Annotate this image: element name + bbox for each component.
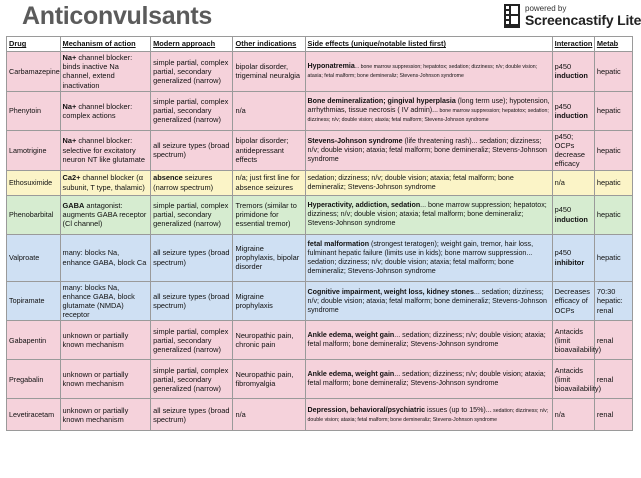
interaction-text: p450; OCPs decrease efficacy: [554, 131, 586, 169]
mechanism-text: channel blocker: complex actions: [62, 101, 133, 120]
cell-interaction: [552, 399, 594, 431]
modern-approach-text: all seizure types (broad spectrum): [153, 405, 230, 424]
cell-mechanism: [60, 170, 151, 195]
cell-drug: [7, 399, 61, 431]
cell-side-effects: [305, 91, 552, 130]
cell-metab: [594, 281, 632, 321]
cell-interaction: [552, 360, 602, 399]
table-row: [7, 52, 633, 92]
cell-mechanism: [60, 234, 151, 281]
interaction-key: induction: [554, 110, 588, 120]
drug-name: Gabapentin: [9, 335, 47, 345]
cell-side-effects: [305, 195, 552, 234]
mechanism-text: unknown or partially known mechanism: [62, 370, 129, 389]
modern-approach-text: simple partial, complex partial, secondary generalized (narrow): [153, 200, 229, 229]
cell-mechanism: [60, 360, 151, 399]
header-drug: Drug: [7, 37, 61, 52]
cell-modern-approach: [151, 52, 233, 92]
cell-drug: [7, 234, 61, 281]
metab-text: hepatic: [596, 253, 621, 263]
cell-drug: [7, 130, 61, 170]
mechanism-text: channel blocker (α subunit, T type, thalamic): [62, 173, 145, 192]
cell-modern-approach: [151, 91, 233, 130]
cell-other-indications: [233, 130, 305, 170]
table-row: [7, 91, 633, 130]
other-indications-text: Migraine prophylaxis, bipolar disorder: [235, 243, 300, 272]
modern-approach-text: simple partial, complex partial, secondary generalized (narrow): [153, 97, 229, 125]
other-indications-text: bipolar disorder; antidepressant effects: [235, 136, 289, 164]
cell-metab: [594, 321, 632, 360]
cell-other-indications: [233, 399, 305, 431]
modern-approach-text: simple partial, complex partial, secondary generalized (narrow): [153, 326, 229, 355]
side-effects-text: ... bone marrow suppression; hepatotox; dizziness; n/v; double vision; ataxia; fetal malform; bone demineraliz; Stevens-Johnson syndrome: [307, 201, 547, 228]
cell-side-effects: [305, 281, 552, 321]
cell-modern-approach: [151, 195, 233, 234]
side-effects-key: Hyperactivity, addiction, sedation: [307, 201, 421, 210]
cell-other-indications: [233, 91, 305, 130]
cell-mechanism: [60, 399, 151, 431]
cell-other-indications: [233, 195, 305, 234]
cell-modern-approach: [151, 234, 233, 281]
cell-modern-approach: [151, 170, 233, 195]
modern-approach-text: simple partial, complex partial, secondary generalized (narrow): [153, 57, 229, 85]
table-header-row: [7, 37, 633, 52]
mechanism-text: antagonist: augments GABA receptor (Cl channel): [62, 200, 147, 229]
cell-metab: [594, 170, 632, 195]
header-metab: Metab: [594, 37, 632, 52]
table-row: [7, 321, 633, 360]
mechanism-text: channel blocker: binds inactive Na channel, extend inactivation: [62, 53, 133, 90]
side-effects-text: (life threatening rash)... sedation; dizziness; n/v; double vision; ataxia; fetal malform; bone demineraliz; Stevens-Johnson syndrome: [307, 136, 547, 163]
side-effects-text: (strongest teratogen); weight gain, tremor, hair loss, fulminant hepatic failure (limits use in kids); bone marrow suppression... sedation; dizziness; n/v; double vision; ataxia; fetal malform; bone demineraliz; Stevens-Johnson syndrome: [307, 239, 534, 275]
interaction-text: Antacids (limit bioavailability): [554, 365, 602, 394]
side-effects-text: ... sedation; dizziness; n/v; double vision; ataxia; fetal malform; bone demineraliz; Stevens-Johnson syndrome: [307, 331, 546, 349]
other-indications-text: Tremors (similar to primidone for essential tremor): [235, 200, 297, 229]
cell-other-indications: [233, 234, 305, 281]
header-modern-approach: Modern approach: [151, 37, 233, 52]
mechanism-text: many: blocks Na, enhance GABA, block Ca: [62, 248, 147, 267]
cell-metab: [594, 91, 632, 130]
drug-name: Phenytoin: [9, 106, 41, 116]
cell-interaction: [552, 281, 594, 321]
metab-text: hepatic: [596, 66, 621, 76]
cell-interaction: [552, 321, 602, 360]
drug-name: Ethosuximide: [9, 178, 53, 188]
cell-other-indications: [233, 52, 305, 92]
interaction-text: p450: [554, 248, 572, 258]
cell-modern-approach: [151, 281, 233, 321]
metab-text: renal: [596, 374, 614, 384]
mechanism-text: unknown or partially known mechanism: [62, 331, 129, 350]
header-interaction: Interaction: [552, 37, 594, 52]
cell-side-effects: [305, 399, 552, 431]
header-mechanism: Mechanism of action: [60, 37, 151, 52]
other-indications-text: Migraine prophylaxis: [235, 291, 273, 311]
cell-interaction: [552, 130, 594, 170]
metab-text: hepatic: [596, 106, 621, 116]
cell-side-effects: [305, 360, 552, 399]
mechanism-text: unknown or partially known mechanism: [62, 405, 129, 424]
cell-metab: [594, 130, 632, 170]
side-effects-key: fetal malformation: [307, 239, 370, 248]
anticonvulsants-table: [6, 36, 633, 431]
cell-modern-approach: [151, 399, 233, 431]
interaction-key: induction: [554, 71, 588, 81]
metab-text: hepatic: [596, 145, 621, 155]
side-effects-key: Cognitive impairment, weight loss, kidney stones: [307, 287, 474, 296]
table-row: [7, 130, 633, 170]
metab-text: hepatic: [596, 178, 621, 188]
drug-name: Phenobarbital: [9, 210, 54, 220]
modern-approach-text: seizures (narrow spectrum): [153, 173, 214, 192]
film-strip-icon: [504, 4, 520, 28]
cell-other-indications: [233, 281, 305, 321]
side-effects-key: Ankle edema, weight gain: [307, 331, 395, 340]
mechanism-key: Na+: [62, 136, 77, 146]
cell-drug: [7, 195, 61, 234]
cell-metab: [594, 399, 632, 431]
side-effects-key: Stevens-Johnson syndrome: [307, 136, 403, 145]
watermark-brand: Screencastify Lite: [525, 12, 641, 28]
cell-mechanism: [60, 321, 151, 360]
table-body: [7, 52, 633, 431]
cell-interaction: [552, 170, 594, 195]
table-row: [7, 195, 633, 234]
watermark-powered-by: powered by: [525, 4, 567, 13]
table-row: [7, 281, 633, 321]
modern-approach-text: all seizure types (broad spectrum): [153, 248, 230, 267]
cell-metab: [594, 360, 632, 399]
side-effects-text: (long term use); hypotension, arrhythmias, tissue necrosis ( IV admin)...: [307, 97, 550, 115]
other-indications-text: bipolar disorder, trigeminal neuralgia: [235, 62, 300, 81]
cell-interaction: [552, 91, 594, 130]
screencastify-watermark: [504, 3, 641, 33]
modern-approach-text: all seizure types (broad spectrum): [153, 141, 230, 160]
modern-approach-text: simple partial, complex partial, secondary generalized (narrow): [153, 365, 229, 394]
cell-mechanism: [60, 52, 151, 92]
modern-approach-text: all seizure types (broad spectrum): [153, 291, 230, 311]
cell-drug: [7, 52, 61, 92]
mechanism-key: Ca2+: [62, 173, 81, 183]
cell-metab: [594, 234, 632, 281]
drug-name: Carbamazepine: [9, 66, 60, 76]
drug-name: Levetiracetam: [9, 410, 55, 420]
cell-drug: [7, 170, 61, 195]
cell-modern-approach: [151, 360, 233, 399]
mechanism-text: channel blocker: selective for excitatory neuron NT like glutamate: [62, 136, 145, 164]
cell-modern-approach: [151, 321, 233, 360]
header-side-effects: Side effects (unique/notable listed first): [305, 37, 552, 52]
drug-name: Lamotrigine: [9, 145, 47, 155]
mechanism-key: Na+: [62, 53, 77, 62]
side-effects-small: bone marrow suppression; hepatotox; sedation; dizziness; n/v; double vision; ataxia; fetal malform; Stevens-Johnson syndrome: [307, 108, 549, 124]
mechanism-text: many: blocks Na, enhance GABA, block glutamate (NMDA) receptor: [62, 282, 135, 320]
metab-text: 70:30 hepatic: renal: [596, 287, 623, 315]
other-indications-text: n/a: [235, 410, 246, 420]
drug-name: Valproate: [9, 253, 40, 263]
metab-text: hepatic: [596, 210, 621, 220]
header-other-indications: Other indications: [233, 37, 305, 52]
other-indications-text: n/a; just first line for absence seizures: [235, 173, 300, 192]
side-effects-text: issues (up to 15%)...: [425, 405, 492, 414]
cell-mechanism: [60, 130, 151, 170]
metab-text: renal: [596, 410, 614, 420]
side-effects-text: sedation; dizziness; n/v; double vision; ataxia; fetal malform; bone demineraliz; Stevens-Johnson syndrome: [307, 173, 514, 191]
metab-text: renal: [596, 335, 614, 345]
interaction-text: Antacids (limit bioavailability): [554, 326, 602, 355]
drug-name: Pregabalin: [9, 374, 44, 384]
interaction-text: Decreases efficacy of OCPs: [554, 287, 590, 315]
side-effects-text: ... sedation; dizziness; n/v; double vision; ataxia; fetal malform; bone demineraliz; Stevens-Johnson syndrome: [307, 287, 547, 314]
cell-metab: [594, 52, 632, 92]
interaction-text: n/a: [554, 410, 565, 420]
cell-side-effects: [305, 170, 552, 195]
other-indications-text: Neuropathic pain, chronic pain: [235, 331, 294, 350]
cell-other-indications: [233, 170, 305, 195]
interaction-key: induction: [554, 214, 588, 224]
cell-interaction: [552, 52, 594, 92]
table-row: [7, 360, 633, 399]
interaction-text: p450: [554, 101, 572, 111]
table-row: [7, 170, 633, 195]
side-effects-small: sedation; dizziness; n/v; double vision; ataxia; fetal malform; bone demineraliz; Stevens-Johnson syndrome: [307, 407, 549, 423]
drug-name: Topiramate: [9, 296, 45, 306]
table-row: [7, 399, 633, 431]
cell-drug: [7, 321, 61, 360]
side-effects-text: ... sedation; dizziness; n/v; double vision; ataxia; fetal malform; bone demineraliz; Stevens-Johnson syndrome: [307, 370, 546, 388]
cell-side-effects: [305, 321, 552, 360]
cell-other-indications: [233, 321, 305, 360]
cell-interaction: [552, 195, 594, 234]
interaction-text: n/a: [554, 178, 565, 188]
cell-mechanism: [60, 195, 151, 234]
interaction-text: p450: [554, 205, 572, 215]
mechanism-key: GABA: [62, 200, 85, 210]
table-row: [7, 234, 633, 281]
cell-modern-approach: [151, 130, 233, 170]
interaction-key: inhibitor: [554, 257, 585, 267]
cell-interaction: [552, 234, 594, 281]
cell-drug: [7, 360, 61, 399]
page-title: Anticonvulsants: [22, 2, 212, 30]
side-effects-small: ... bone marrow suppression; hepatotox; sedation; dizziness; n/v; double vision; ataxia; fetal malform; bone demineraliz; Stevens-Johnson syndrome: [307, 64, 538, 80]
side-effects-key: Hyponatremia: [307, 62, 355, 71]
cell-mechanism: [60, 91, 151, 130]
cell-drug: [7, 91, 61, 130]
other-indications-text: n/a: [235, 106, 246, 116]
modern-approach-key: absence: [153, 173, 183, 183]
cell-other-indications: [233, 360, 305, 399]
side-effects-key: Depression, behavioral/psychiatric: [307, 405, 426, 414]
cell-side-effects: [305, 234, 552, 281]
cell-side-effects: [305, 130, 552, 170]
mechanism-key: Na+: [62, 101, 77, 111]
cell-mechanism: [60, 281, 151, 321]
other-indications-text: Neuropathic pain, fibromyalgia: [235, 370, 294, 389]
side-effects-key: Ankle edema, weight gain: [307, 370, 395, 379]
cell-drug: [7, 281, 61, 321]
cell-metab: [594, 195, 632, 234]
interaction-text: p450: [554, 62, 572, 72]
cell-side-effects: [305, 52, 552, 92]
side-effects-key: Bone demineralization; gingival hyperplasia: [307, 97, 456, 106]
